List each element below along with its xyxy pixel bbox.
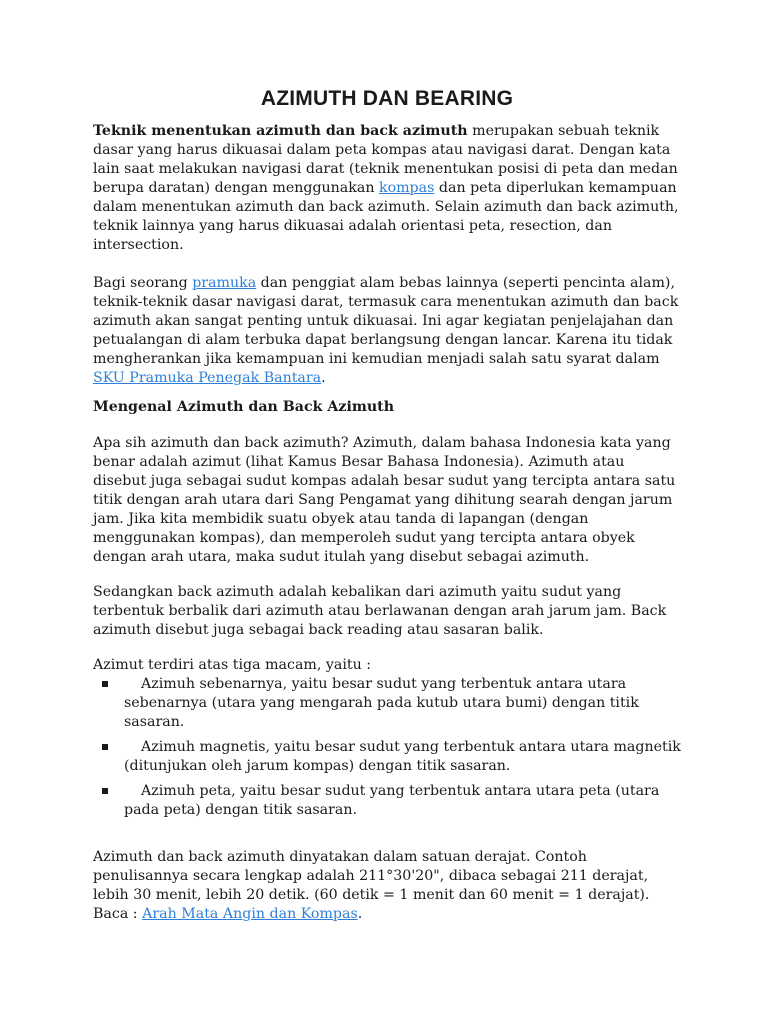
list-item-text: Azimuh sebenarnya, yaitu besar sudut yang terbentuk antara utara sebenarnya (utara yang mengarah pada kutub utara bumi) dengan titik sasaran. [124,676,639,730]
link-kompas[interactable]: kompas [378,180,435,196]
link-arah-mata-angin[interactable]: Arah Mata Angin dan Kompas [142,906,358,922]
document-title: AZIMUTH DAN BEARING [260,87,514,110]
pramuka-text-a: Bagi seorang [93,275,193,291]
square-bullet-icon [102,681,108,687]
square-bullet-icon [102,788,108,794]
azimuth-types-list [93,675,681,820]
section-heading: Mengenal Azimuth dan Back Azimuth [93,399,395,415]
paragraph-pramuka [93,274,681,388]
pramuka-text-b: dan penggiat alam bebas lainnya (seperti pencinta alam), teknik-teknik dasar navigasi darat, termasuk cara menentukan azimuth dan back azimuth akan sangat penting untuk dikuasai. Ini agar kegiatan penjelajahan dan petualangan di alam terbuka dapat berlangsung dengan lancar. Karena itu tidak mengherankan jika kemampuan ini kemudian menjadi salah satu syarat dalam [93,275,679,367]
list-item-text: Azimuh magnetis, yaitu besar sudut yang terbentuk antara utara magnetik (ditunjukan oleh jarum kompas) dengan titik sasaran. [124,739,681,774]
link-pramuka[interactable]: pramuka [192,275,257,291]
intro-lead-text: Teknik menentukan azimuth dan back azimuth [93,123,468,139]
link-sku-pramuka[interactable]: SKU Pramuka Penegak Bantara [93,370,322,386]
list-item [93,675,681,732]
paragraph-definition: Apa sih azimuth dan back azimuth? Azimuth, dalam bahasa Indonesia kata yang benar adalah azimut (lihat Kamus Besar Bahasa Indonesia). Azimuth atau disebut juga sebagai sudut kompas adalah besar sudut yang tercipta antara satu titik dengan arah utara dari Sang Pengamat yang dihitung searah dengan jarum jam. Jika kita membidik suatu obyek atau tanda di lapangan (dengan menggunakan kompas), dan memperoleh sudut yang tercipta antara obyek dengan arah utara, maka sudut itulah yang disebut sebagai azimuth. [93,435,676,565]
paragraph-back-azimuth: Sedangkan back azimuth adalah kebalikan dari azimuth yaitu sudut yang terbentuk berbalik dari azimuth atau berlawanan dengan arah jarum jam. Back azimuth disebut juga sebagai back reading atau sasaran balik. [93,584,667,638]
pramuka-text-c: . [321,370,326,386]
square-bullet-icon [102,744,108,750]
list-item [93,782,681,820]
units-text-a: Azimuth dan back azimuth dinyatakan dalam satuan derajat. Contoh penulisannya secara lengkap adalah 211°30'20", dibaca sebagai 211 derajat, lebih 30 menit, lebih 20 detik. (60 detik = 1 menit dan 60 menit = 1 derajat). Baca : [93,849,650,922]
units-text-b: . [357,906,363,922]
document-page [93,86,681,924]
list-item [93,738,681,776]
paragraph-types-intro: Azimut terdiri atas tiga macam, yaitu : [93,657,372,673]
paragraph-intro [93,122,681,255]
intro-text-a: merupakan sebuah teknik dasar yang harus dikuasai dalam peta kompas atau navigasi darat. Dengan kata lain saat melakukan navigasi darat (teknik menentukan posisi di peta dan medan berupa daratan) dengan menggunakan [93,123,678,196]
list-item-text: Azimuh peta, yaitu besar sudut yang terbentuk antara utara peta (utara pada peta) dengan titik sasaran. [124,783,660,818]
intro-text-b: dan peta diperlukan kemampuan dalam menentukan azimuth dan back azimuth. Selain azimuth dan back azimuth, teknik lainnya yang harus dikuasai adalah orientasi peta, resection, dan intersection. [93,180,679,253]
paragraph-units [93,848,681,924]
